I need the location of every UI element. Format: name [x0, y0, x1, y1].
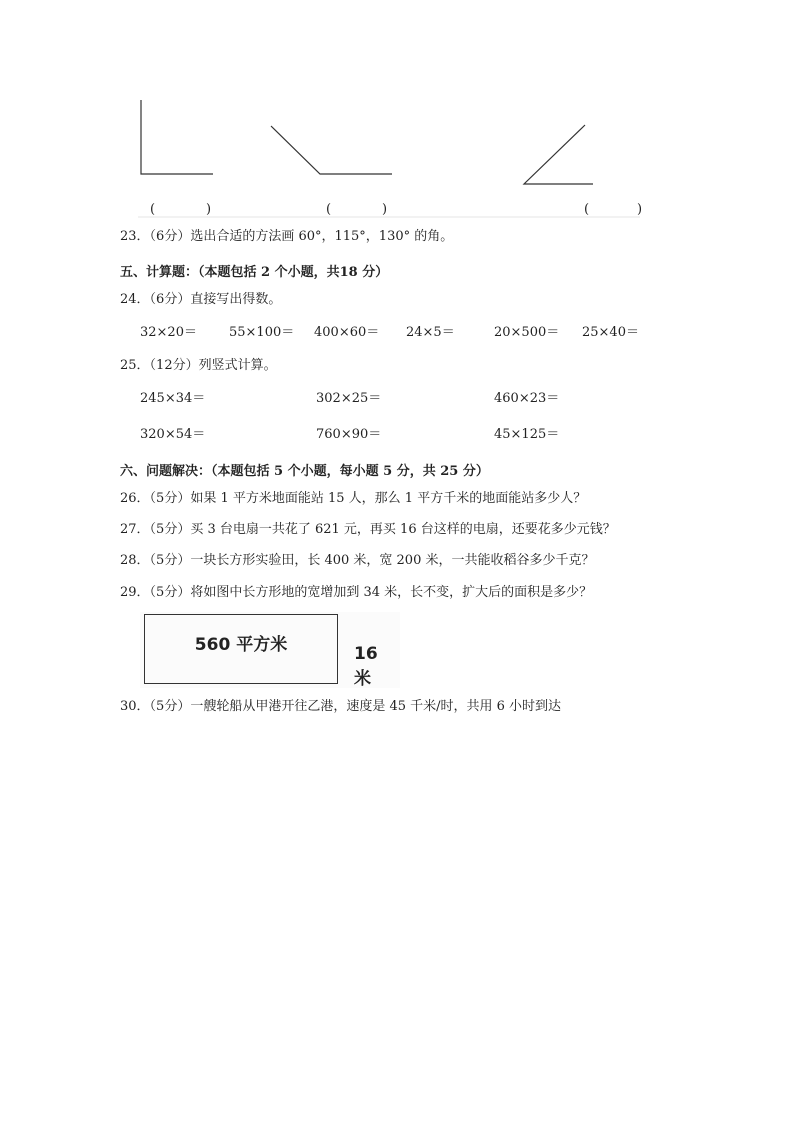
blank-mid-close: )	[382, 202, 388, 217]
calc-item: 24×5＝	[406, 325, 455, 340]
vertical-calc-item: 760×90＝	[316, 427, 382, 442]
blank-right-close: )	[637, 202, 643, 217]
vertical-calc-item: 302×25＝	[316, 391, 382, 406]
question-29: 29．（5分）将如图中长方形地的宽增加到 34 米，长不变，扩大后的面积是多少？	[120, 585, 593, 600]
calc-item: 55×100＝	[229, 325, 295, 340]
angle-right	[141, 100, 213, 174]
vertical-calc-item: 245×34＝	[140, 391, 206, 406]
question-24: 24．（6分）直接写出得数。	[120, 292, 282, 307]
calc-item: 25×40＝	[582, 325, 639, 340]
angle-figures	[0, 0, 794, 230]
question-27: 27．（5分）买 3 台电扇一共花了 621 元，再买 16 台这样的电扇，还要花多少元钱？	[120, 522, 616, 537]
blank-left-open: (	[150, 202, 156, 217]
vertical-calc-item: 45×125＝	[494, 427, 560, 442]
question-25: 25．（12分）列竖式计算。	[120, 358, 277, 373]
question-23: 23．（6分）选出合适的方法画 60°，115°，130° 的角。	[120, 229, 454, 244]
calc-item: 400×60＝	[314, 325, 380, 340]
width-label: 16 米	[354, 644, 378, 689]
angle-obtuse	[271, 126, 392, 174]
angle-acute	[524, 125, 593, 184]
area-label: 560 平方米	[194, 634, 288, 655]
question-26: 26．（5分）如果 1 平方米地面能站 15 人，那么 1 平方千米的地面能站多少人？	[120, 491, 587, 506]
calc-item: 32×20＝	[140, 325, 197, 340]
rectangle-figure	[140, 612, 400, 688]
vertical-calc-item: 460×23＝	[494, 391, 560, 406]
section-6-heading: 六、问题解决：（本题包括 5 个小题，每小题 5 分，共 25 分）	[120, 464, 489, 479]
section-5-heading: 五、计算题：（本题包括 2 个小题，共18 分）	[120, 265, 389, 280]
question-30: 30．（5分）一艘轮船从甲港开往乙港，速度是 45 千米/时，共用 6 小时到达	[120, 699, 562, 714]
blank-mid-open: (	[326, 202, 332, 217]
vertical-calc-item: 320×54＝	[140, 427, 206, 442]
blank-right-open: (	[584, 202, 590, 217]
blank-left-close: )	[206, 202, 212, 217]
question-28: 28．（5分）一块长方形实验田，长 400 米，宽 200 米，一共能收稻谷多少千克？	[120, 553, 595, 568]
calc-item: 20×500＝	[494, 325, 560, 340]
rectangle-shape	[144, 614, 338, 684]
